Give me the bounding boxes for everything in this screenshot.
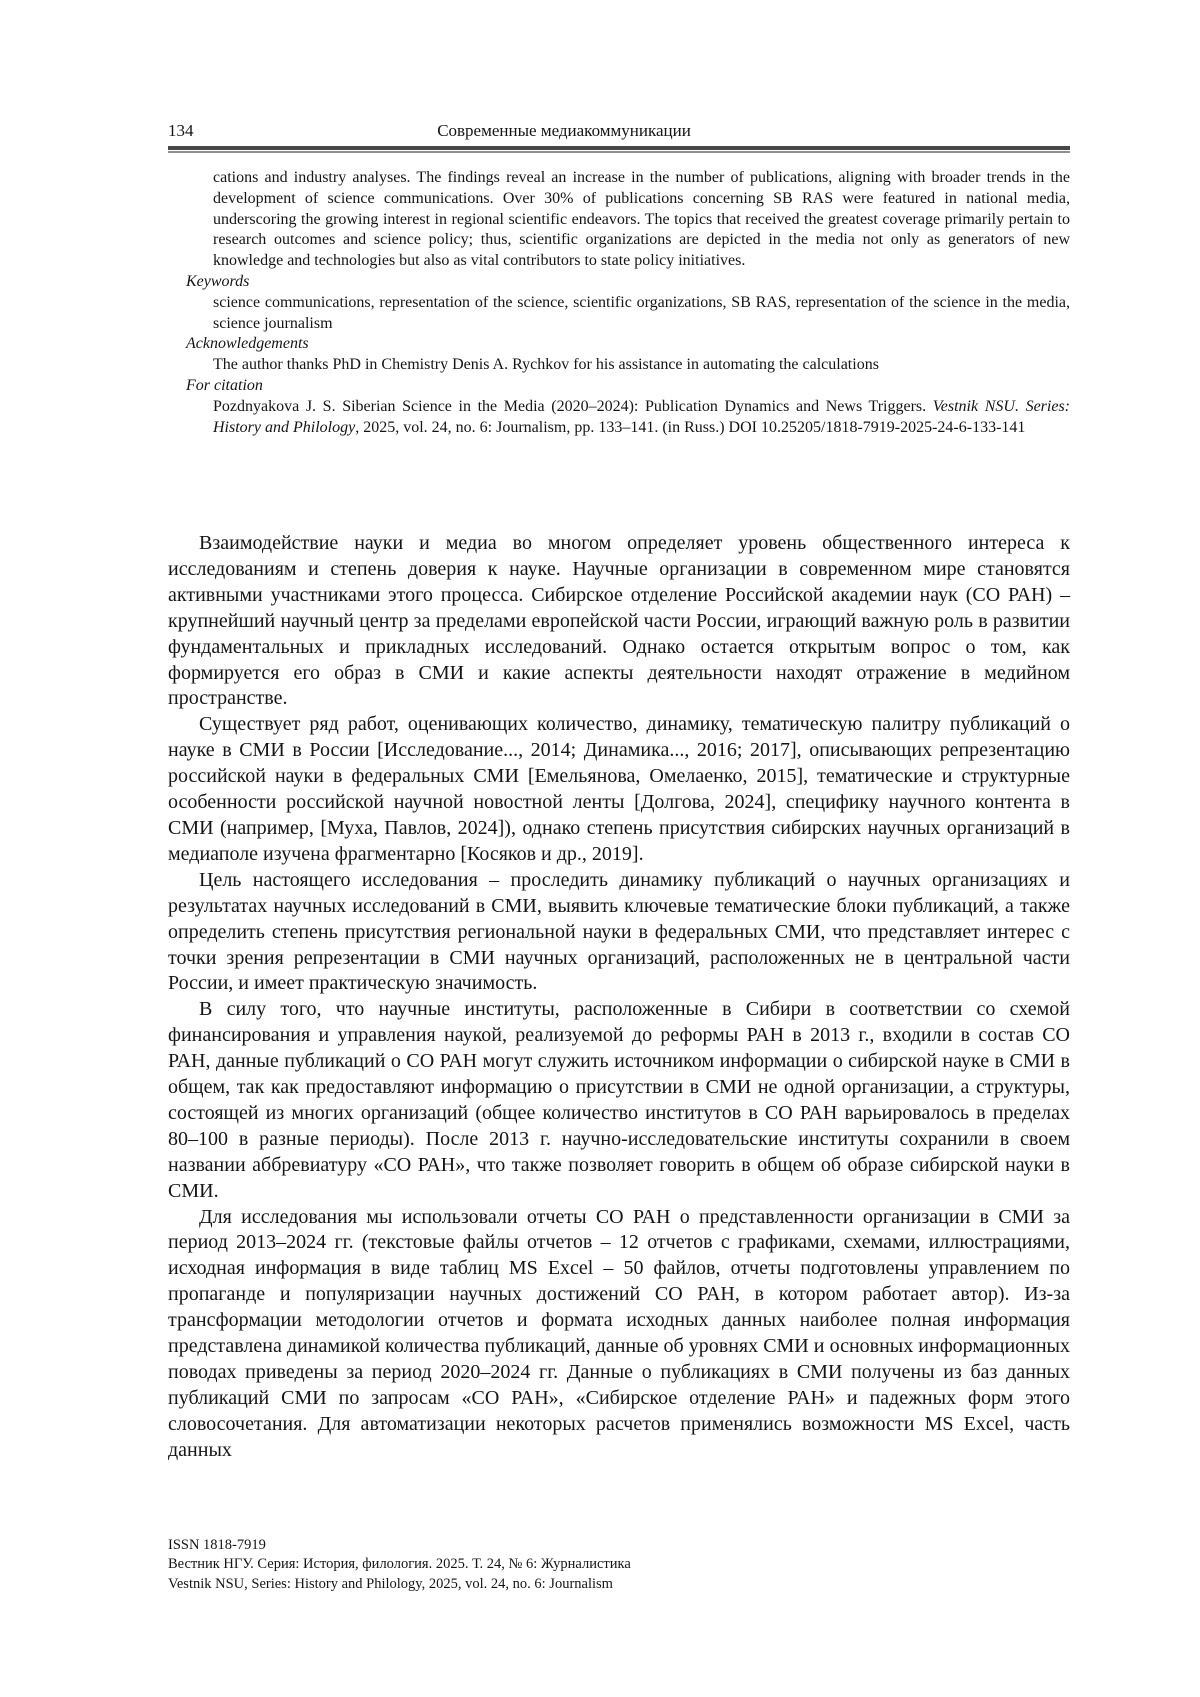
citation-journal-name: Vestnik NSU. Series: History and Philology [213,397,1070,436]
acknowledgements-heading: Acknowledgements [186,335,309,353]
body-paragraph: Существует ряд работ, оценивающих количество, динамику, тематическую палитру публикаций о науке в СМИ в России [Исследование..., 2014; Динамика..., 2016; 2017], описывающих репрезентацию российской науки в федеральных СМИ [Емельянова, Омелаенко, 2015], тематические и структурные особенности российской научной новостной ленты [Долгова, 2024], специфику научного контента в СМИ (например, [Муха, Павлов, 2024]), однако степень присутствия сибирских научных организаций в медиаполе изучена фрагментарно [Косяков и др., 2019]. [168,713,1070,865]
page-header [168,121,1070,153]
footer-journal-en: Vestnik NSU, Series: History and Philology, 2025, vol. 24, no. 6: Journalism [168,1575,613,1592]
footer-issn: ISSN 1818-7919 [168,1537,266,1553]
body-paragraph: Цель настоящего исследования – проследить динамику публикаций о научных организациях и результатах научных исследований в СМИ, выявить ключевые тематические блоки публикаций, а также определить степень присутствия региональной науки в федеральных СМИ, что представляет интерес с точки зрения репрезентации в СМИ научных организаций, расположенных не в центральной части России, и имеет практическую значимость. [168,868,1070,995]
abstract-continuation-text: cations and industry analyses. The findings reveal an increase in the number of publications, aligning with broader trends in the development of science communications. Over 30% of publications concerning SB RAS were featured in national media, underscoring the growing interest in regional scientific endeavors. The topics that received the greatest coverage primarily pertain to research outcomes and science policy; thus, scientific organizations are depicted in the media not only as generators of new knowledge and technologies but also as vital contributors to state policy initiatives. [213,169,1070,270]
header-rule-thin-line [168,151,1070,153]
citation-text-before: Pozdnyakova J. S. Siberian Science in the Media (2020–2024): Publication Dynamics and News Triggers. [213,397,933,415]
page-number: 134 [168,121,194,140]
header-rule [168,146,1070,153]
body-paragraph: Для исследования мы использовали отчеты СО РАН о представленности организации в СМИ за период 2013–2024 гг. (текстовые файлы отчетов – 12 отчетов с графиками, схемами, иллюстрациями, исходная информация в виде таблиц MS Excel – 50 файлов, отчеты подготовлены управлением по пропаганде и популяризации научных достижений СО РАН, в котором работает автор). Из-за трансформации методологии отчетов и формата исходных данных наиболее полная информация представлена динамикой количества публикаций, данные об уровнях СМИ и основных информационных поводах приведены за период 2020–2024 гг. Данные о публикациях в СМИ получены из баз данных публикаций СМИ по запросам «СО РАН», «Сибирское отделение РАН» и падежных форм этого словосочетания. Для автоматизации некоторых расчетов применялись возможности MS Excel, часть данных [168,1205,1070,1461]
page-footer [168,1536,631,1594]
running-title: Современные медиакоммуникации [437,121,691,140]
citation-text [213,397,1070,439]
article-body [168,531,1070,1464]
header-rule-thick-line [168,146,1070,150]
for-citation-heading: For citation [186,376,263,394]
citation-text-after: , 2025, vol. 24, no. 6: Journalism, pp. 133–141. (in Russ.) DOI 10.25205/1818-7919-2025-24-6-133-141 [355,418,1026,436]
acknowledgements-text: The author thanks PhD in Chemistry Denis A. Rychkov for his assistance in automating the calculations [213,356,879,374]
body-paragraph: Взаимодействие науки и медиа во многом определяет уровень общественного интереса к исследованиям и степень доверия к науке. Научные организации в современном мире становятся активными участниками этого процесса. Сибирское отделение Российской академии наук (СО РАН) – крупнейший научный центр за пределами европейской части России, играющий важную роль в развитии фундаментальных и прикладных исследований. Однако остается открытым вопрос о том, как формируется его образ в СМИ и какие аспекты деятельности находят отражение в медийном пространстве. [168,532,1070,710]
header-row [168,121,1070,141]
footer-journal-ru: Вестник НГУ. Серия: История, филология. 2025. Т. 24, № 6: Журналистика [168,1556,631,1573]
keywords-heading: Keywords [186,272,250,290]
keywords-text: science communications, representation of the science, scientific organizations, SB RAS, representation of the science in the media, science journalism [213,293,1070,332]
body-paragraph: В силу того, что научные институты, расположенные в Сибири в соответствии со схемой финансирования и управления наукой, реализуемой до реформы РАН в 2013 г., входили в состав СО РАН, данные публикаций о СО РАН могут служить источником информации о сибирской науке в СМИ в общем, так как предоставляют информацию о присутствии в СМИ не одной организации, а структуры, состоящей из многих организаций (общее количество институтов в СО РАН варьировалось в пределах 80–100 в разные периоды). После 2013 г. научно-исследовательские институты сохранили в своем названии аббревиатуру «СО РАН», что также позволяет говорить в общем об образе сибирской науки в СМИ. [168,998,1070,1202]
front-matter-block [168,168,1070,438]
